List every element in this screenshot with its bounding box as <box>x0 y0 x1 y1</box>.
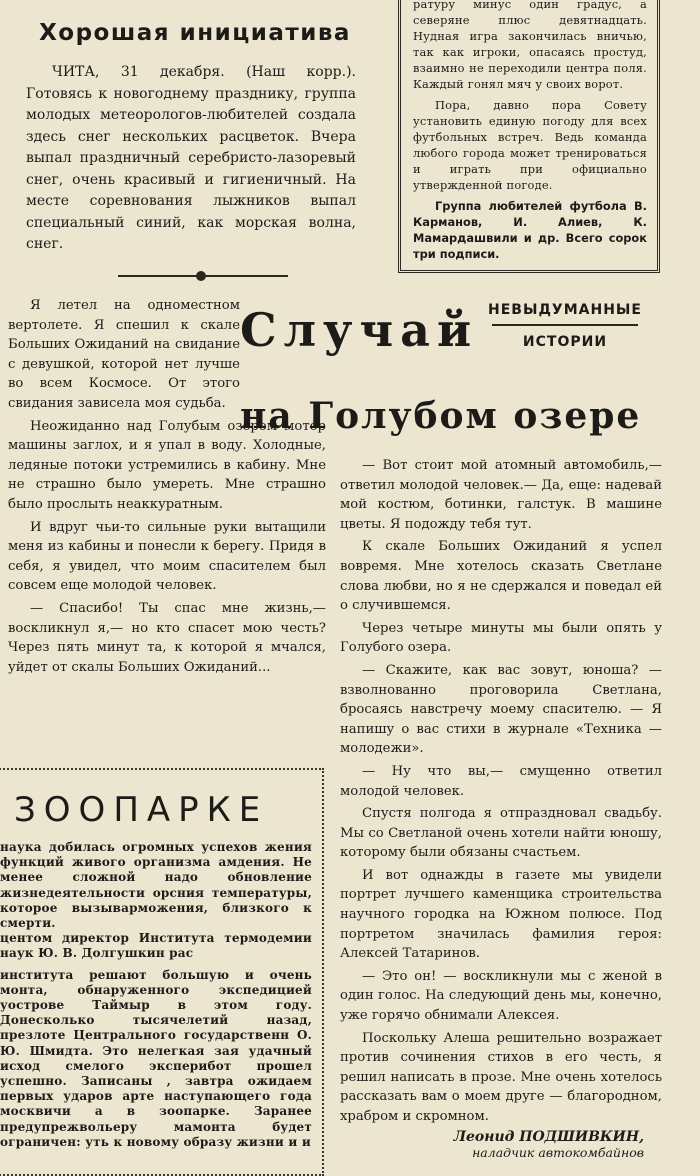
story-rubric <box>482 302 648 350</box>
story-right-paragraph: Через четыре минуты мы были опять у Голубого озера. <box>340 620 662 656</box>
ornament-divider <box>118 272 288 280</box>
story-left-paragraph: И вдруг чьи-то сильные руки вытащили меня из кабины и понесли к берегу. Придя в себя, я увидел, что моим спасителем был совсем еще молодой человек. <box>8 519 326 594</box>
story-right-paragraph: — Это он! — воскликнули мы с женой в один голос. На следующий день мы, конечно, уже горячо обнимали Алексея. <box>340 968 662 1024</box>
story-right-paragraph: — Скажите, как вас зовут, юноша? — взволнованно проговорила Светлана, бросаясь навстречу моему спасителю. — Я напишу о вас стихи в журнале «Техника — молодежи». <box>340 662 662 757</box>
story-rubric-line2: ИСТОРИИ <box>522 334 608 350</box>
zoo-article-p3: институтa решают большую и очень монта, обнаруженного экспедицией уострове Таймыр в этом году. Донесколько тысячелетий назад, презлоте Центрального государственн О. Ю. Шмидта. Это нелегкая зая удачный исход смелого эксперибот прошел успешно. Записаны , завтра ожидаем первых ударов арте наступающего года москвичи а в зоопарке. Заранее предупрежвольеру мамонта будет ограничен: уть к новому образу жизни и и <box>0 967 312 1149</box>
story-right-paragraph: К скале Больших Ожиданий я успел вовремя. Мне хотелось сказать Светлане слова любви, но я не сдержался и поведал ей о случившемся. <box>340 539 662 614</box>
football-letter-p1: ратуру минус один градус, а северяне плюс девятнадцать. Нудная игра закончилась вничью, так как игроки, опасаясь простуд, взаимно не переходили центра поля. Каждый гонял мяч у своих ворот. <box>413 0 647 92</box>
football-letter-box <box>398 0 660 273</box>
top-article-headline: Хорошая инициатива <box>39 20 351 46</box>
football-letter-signature: Группа любителей футбола В. Карманов, И. Алиев, К. Мамардашвили и др. Всего сорок три подписи. <box>413 199 647 262</box>
story-author <box>340 1129 662 1160</box>
top-article <box>20 14 370 284</box>
author-name: Леонид ПОДШИВКИН, <box>453 1128 644 1145</box>
zoo-article-p1: наука добилась огромных успехов жения функций живого организма амдения. Не менее сложной надо обновление жизнедеятельности орсния температуры, которое вызыварможения, близкого к смерти. <box>0 840 312 931</box>
story-right-paragraph: Поскольку Алеша решительно возражает против сочинения стихов в его честь, я решил написать в прозе. Мне очень хотелось рассказать вам о моем друге — благородном, храбром и скромном. <box>340 1030 662 1124</box>
zoo-article-headline: ЗООПАРКЕ <box>14 790 269 830</box>
story-right-column <box>340 456 662 1160</box>
story-left-column <box>8 296 326 677</box>
story-left-paragraph: — Спасибо! Ты спас мне жизнь,— воскликнул я,— но кто спасет мою честь? Через пять минут та, к которой я мчался, уйдет от скалы Больших Ожиданий... <box>8 600 326 675</box>
story-right-paragraph: — Ну что вы,— смущенно ответил молодой человек. <box>340 763 662 799</box>
story-left-paragraph: Неожиданно над Голубым озером мотор машины заглох, и я упал в воду. Холодные, ледяные потоки устремились в кабину. Мне не страшно было умереть. Мне страшно было прослыть неаккуратным. <box>8 418 326 512</box>
story-right-paragraph: И вот однажды в газете мы увидели портрет лучшего каменщика строительства научного городка на Южном полюсе. Под портретом значилась фамилия героя: Алексей Татаринов. <box>340 867 662 962</box>
story-right-paragraph: Спустя полгода я отпраздновал свадьбу. Мы со Светланой очень хотели найти юношу, которому были обязаны счастьем. <box>340 806 662 861</box>
zoo-article-box <box>0 768 324 1176</box>
author-role: наладчик автокомбайнов <box>472 1144 644 1160</box>
story-left-paragraph: Я летел на одноместном вертолете. Я спешил к скале Больших Ожиданий на свидание с девушкой, которой нет лучше во всем Космосе. От этого свидания зависела моя судьба. <box>8 298 240 411</box>
story-right-paragraph: — Вот стоит мой атомный автомобиль,— ответил молодой человек.— Да, еще: надевай мой костюм, ботинки, галстук. В машине цветы. Я подожду тебя тут. <box>340 458 662 532</box>
story-title-line2: на Голубом озере <box>240 395 642 437</box>
top-article-text: ЧИТА, 31 декабря. (Наш корр.). Готовясь к новогоднему празднику, группа молодых метеорологов-любителей создала здесь снег нескольких расцветок. Вчера выпал праздничный серебристо-лазоревый снег, очень красивый и гигиеничный. На месте соревнования лыжников выпал специальный синий, как морская волна, снег. <box>26 64 356 252</box>
football-letter-p2: Пора, давно пора Совету установить единую погоду для всех футбольных встреч. Ведь команда любого города может тренироваться и играть при официально утвержденной погоде. <box>413 97 647 193</box>
story-title-line1: Случай <box>240 303 479 357</box>
zoo-article-p2: центом директор Института термодемии наук Ю. В. Долгушкин рас <box>0 931 312 961</box>
story-rubric-line1: НЕВЫДУМАННЫЕ <box>488 302 642 318</box>
